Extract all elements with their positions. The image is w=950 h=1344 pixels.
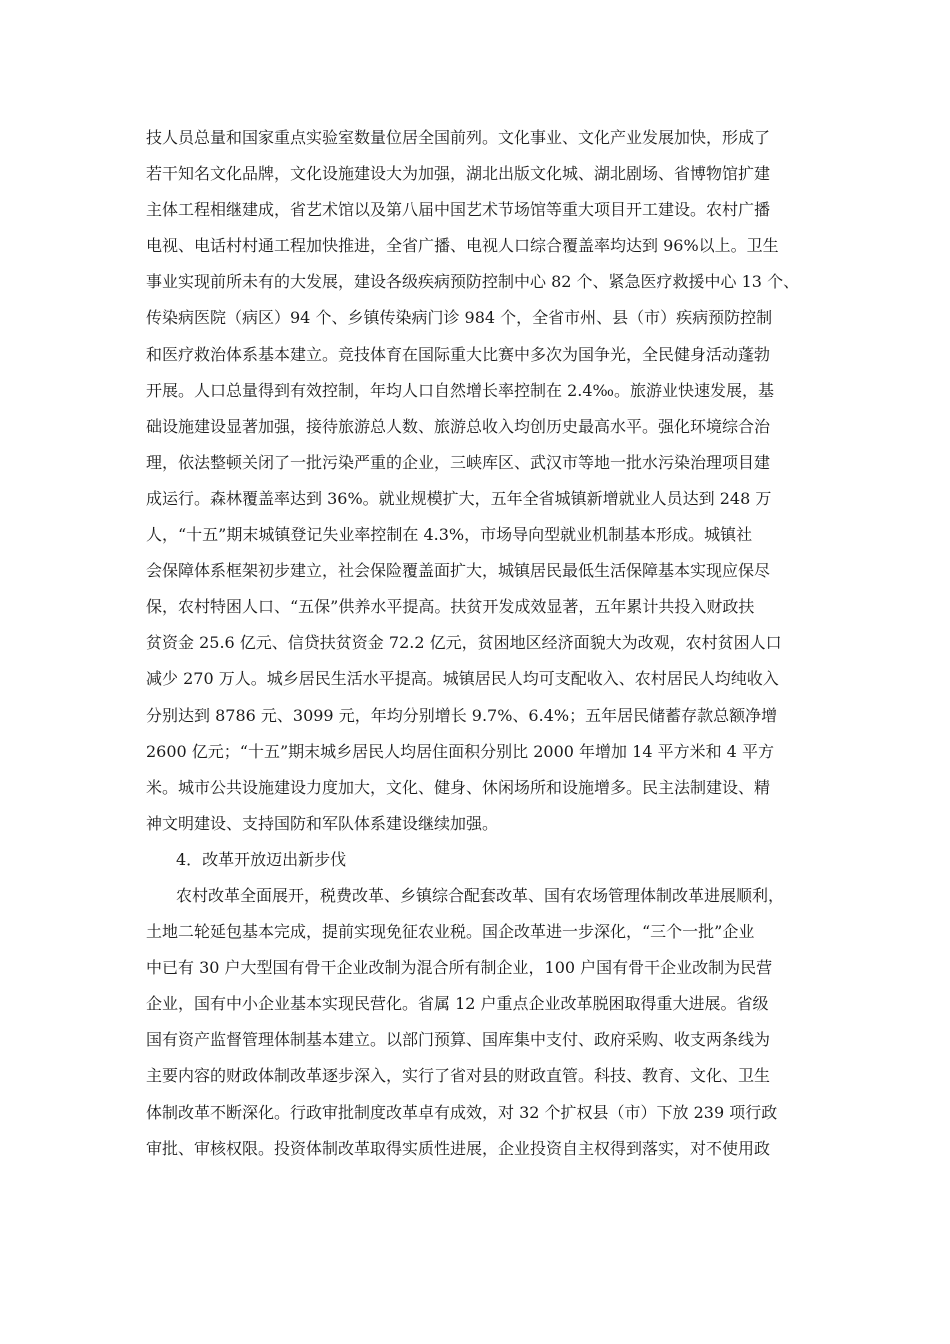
- text-line: 主要内容的财政体制改革逐步深入，实行了省对县的财政直管。科技、教育、文化、卫生: [146, 1066, 771, 1086]
- text-line: 农村改革全面展开，税费改革、乡镇综合配套改革、国有农场管理体制改革进展顺利，: [176, 885, 785, 905]
- text-line: 开展。人口总量得到有效控制，年均人口自然增长率控制在 2.4‰。旅游业快速发展，基: [146, 380, 775, 400]
- text-line: 审批、审核权限。投资体制改革取得实质性进展，企业投资自主权得到落实，对不使用政: [146, 1138, 771, 1158]
- text-line: 米。城市公共设施建设力度加大，文化、健身、休闲场所和设施增多。民主法制建设、精: [146, 777, 771, 797]
- text-line: 2600 亿元；“十五”期末城乡居民人均居住面积分别比 2000 年增加 14 平方米和 4 平方: [146, 741, 774, 761]
- text-line: 传染病医院（病区）94 个、乡镇传染病门诊 984 个，全省市州、县（市）疾病预防控制: [146, 308, 773, 328]
- text-line: 中已有 30 户大型国有骨干企业改制为混合所有制企业，100 户国有骨干企业改制为民营: [146, 958, 773, 978]
- section-heading: 4．改革开放迈出新步伐: [176, 849, 347, 869]
- text-line: 人，“十五”期末城镇登记失业率控制在 4.3%，市场导向型就业机制基本形成。城镇社: [146, 525, 753, 545]
- text-line: 国有资产监督管理体制基本建立。以部门预算、国库集中支付、政府采购、收支两条线为: [146, 1030, 771, 1050]
- text-line: 减少 270 万人。城乡居民生活水平提高。城镇居民人均可支配收入、农村居民人均纯收入: [146, 669, 779, 689]
- text-line: 成运行。森林覆盖率达到 36%。就业规模扩大，五年全省城镇新增就业人员达到 248 万: [146, 488, 772, 508]
- text-line: 会保障体系框架初步建立，社会保险覆盖面扩大，城镇居民最低生活保障基本实现应保尽: [146, 561, 771, 581]
- text-line: 础设施建设显著加强，接待旅游总人数、旅游总收入均创历史最高水平。强化环境综合治: [146, 416, 771, 436]
- text-line: 主体工程相继建成，省艺术馆以及第八届中国艺术节场馆等重大项目开工建设。农村广播: [146, 200, 771, 220]
- text-line: 技人员总量和国家重点实验室数量位居全国前列。文化事业、文化产业发展加快，形成了: [146, 128, 771, 147]
- text-line: 电视、电话村村通工程加快推进，全省广播、电视人口综合覆盖率均达到 96%以上。卫生: [146, 236, 779, 256]
- text-line: 和医疗救治体系基本建立。竞技体育在国际重大比赛中多次为国争光，全民健身活动蓬勃: [146, 344, 771, 364]
- document-body: [146, 120, 814, 1167]
- text-line: 企业，国有中小企业基本实现民营化。省属 12 户重点企业改革脱困取得重大进展。省级: [146, 994, 769, 1014]
- text-line: 土地二轮延包基本完成，提前实现免征农业税。国企改革进一步深化，“三个一批”企业: [146, 922, 755, 942]
- text-line: 分别达到 8786 元、3099 元，年均分别增长 9.7%、6.4%；五年居民储蓄存款总额净增: [146, 705, 778, 725]
- text-line: 体制改革不断深化。行政审批制度改革卓有成效，对 32 个扩权县（市）下放 239 项行政: [146, 1102, 778, 1122]
- text-line: 事业实现前所未有的大发展，建设各级疾病预防控制中心 82 个、紧急医疗救援中心 13 个、: [146, 272, 800, 292]
- text-line: 神文明建设、支持国防和军队体系建设继续加强。: [146, 813, 499, 833]
- text-line: 保，农村特困人口、“五保”供养水平提高。扶贫开发成效显著，五年累计共投入财政扶: [146, 597, 755, 617]
- text-line: 理，依法整顿关闭了一批污染严重的企业，三峡库区、武汉市等地一批水污染治理项目建: [146, 452, 771, 472]
- text-line: 若干知名文化品牌，文化设施建设大为加强，湖北出版文化城、湖北剧场、省博物馆扩建: [146, 164, 771, 184]
- text-line: 贫资金 25.6 亿元、信贷扶贫资金 72.2 亿元，贫困地区经济面貌大为改观，农村贫困人口: [146, 633, 782, 653]
